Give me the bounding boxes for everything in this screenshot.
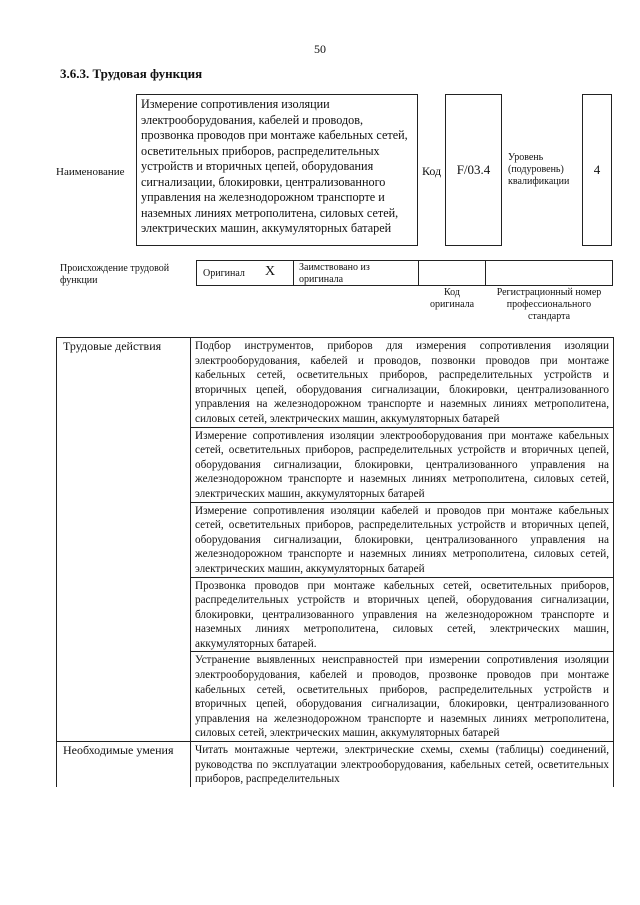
table-cell: Подбор инструментов, приборов для измерения сопротивления изоляции электрооборудования, кабелей и проводов, позвонки проводов при монтаже кабельных сетей, осветительных приборов, распределительных устройств и вторичных цепей, оборудования сигнализации, блокировки, централизованного управления на железнодорожном транспорте и наземных линиях метрополитена, силовых сетей, электрических машин, аккумуляторных батарей (191, 338, 613, 428)
borrowed-label: Заимствовано из оригинала (299, 262, 370, 285)
row-items (191, 742, 613, 787)
level-label: Уровень (подуровень) квалификации (508, 152, 570, 187)
name-label: Наименование (56, 166, 125, 178)
table-cell: Устранение выявленных неисправностей при измерении сопротивления изоляции электрооборудования, кабелей и проводов, прозвонке проводов при монтаже кабельных сетей, осветительных приборов, распределительных устройств и вторичных цепей, оборудования сигнализации, блокировки, централизованного управления на железнодорожном транспорте и наземных линиях метрополитена, силовых сетей, электрических машин, аккумуляторных батарей (195, 654, 609, 740)
name-value-box: Измерение сопротивления изоляции электрооборудования, кабелей и проводов, прозвонка проводов при монтаже кабельных сетей, осветительных приборов, распределительных устройств и вторичных цепей, оборудования сигнализации, блокировки, централизованного управления на железнодорожном транспорте и наземных линиях метрополитена, силовых сетей, электрических машин, аккумуляторных батарей (136, 94, 418, 246)
origin-original-cell (196, 260, 294, 286)
main-table (56, 337, 614, 787)
row-label: Необходимые умения (57, 742, 191, 787)
table-cell: Читать монтажные чертежи, электрические схемы, схемы (таблицы) соединений, руководства по эксплуатации электрооборудования, кабельных сетей, осветительных приборов, распределительных (195, 744, 609, 786)
table-cell: Измерение сопротивления изоляции кабелей и проводов при монтаже кабельных сетей, осветительных приборов, распределительных устройств и вторичных цепей, оборудования сигнализации, блокировки, централизованного управления на железнодорожном транспорте и наземных линиях метрополитена, силовых сетей, электрических машин, аккумуляторных батарей (191, 503, 613, 578)
code-value: F/03.4 (456, 162, 491, 177)
borrowed-cell (293, 260, 419, 286)
level-value-box (582, 94, 612, 246)
section-title: 3.6.3. Трудовая функция (60, 66, 203, 81)
code-label: Код (422, 164, 442, 178)
row-label: Трудовые действия (57, 338, 191, 741)
origin-code-cell (418, 260, 486, 286)
level-value: 4 (593, 162, 601, 177)
table-row-labor-actions (56, 337, 614, 741)
table-cell: Прозвонка проводов при монтаже кабельных сетей, осветительных приборов, распределительных устройств и вторичных цепей, оборудования сигнализации, блокировки, централизованного управления на железнодорожном транспорте и наземных линиях метрополитена, силовых сетей, электрических машин, аккумуляторных батарей. (191, 578, 613, 653)
origin-reg-cell (485, 260, 613, 286)
code-caption: Код оригинала (429, 287, 475, 310)
table-row-required-skills (56, 741, 614, 787)
reg-caption: Регистрационный номер профессионального стандарта (496, 287, 602, 322)
table-cell: Измерение сопротивления изоляции электрооборудования при монтаже кабельных сетей, осветительных приборов, распределительных устройств и вторичных цепей, оборудования сигнализации, блокировки, централизованного управления на железнодорожном транспорте и наземных линиях метрополитена, силовых сетей, электрических машин, аккумуляторных батарей (191, 428, 613, 503)
page-number: 50 (314, 42, 326, 56)
original-mark: X (265, 264, 276, 279)
origin-label: Происхождение трудовой функции (60, 263, 170, 286)
code-value-box (445, 94, 502, 246)
original-label: Оригинал (203, 268, 245, 279)
row-items (191, 338, 613, 741)
